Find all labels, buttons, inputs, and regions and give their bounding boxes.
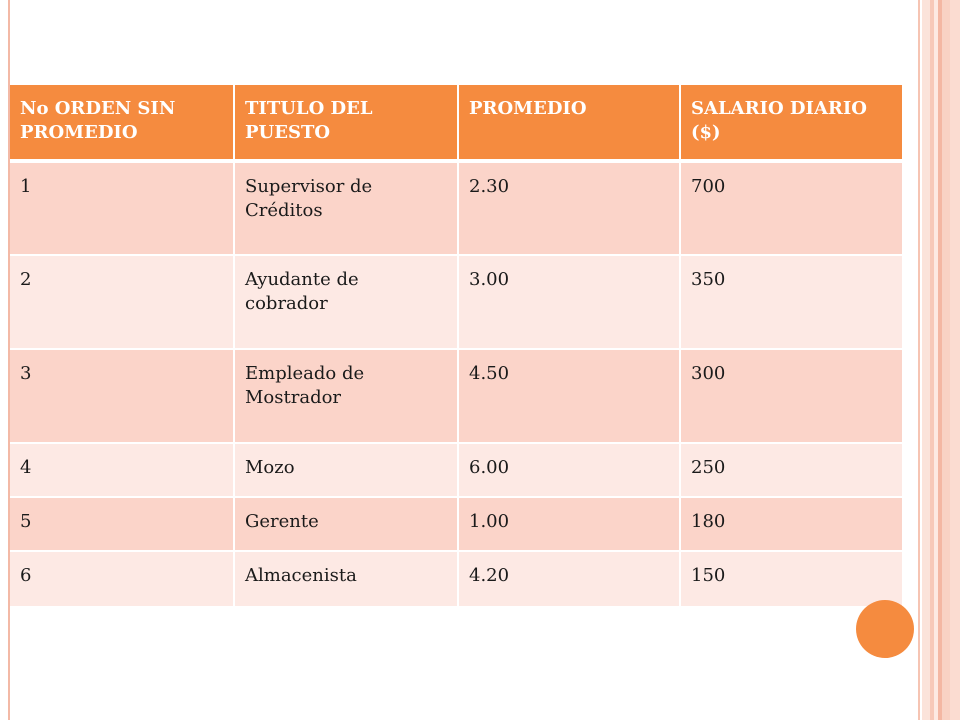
cell-order-number: 5 — [10, 497, 234, 551]
cell-order-number: 6 — [10, 551, 234, 607]
cell-order-number: 2 — [10, 255, 234, 349]
cell-daily-salary: 250 — [691, 457, 726, 478]
decorative-stripe — [922, 0, 930, 720]
decorative-stripe — [950, 0, 960, 720]
cell-order-number: 1 — [10, 161, 234, 255]
decorative-stripe — [942, 0, 950, 720]
header-job-title: TITULO DEL PUESTO — [234, 85, 458, 161]
cell-average: 4.50 — [458, 349, 680, 443]
salary-table — [10, 85, 902, 608]
table-body — [10, 161, 902, 607]
cell-average: 6.00 — [458, 443, 680, 497]
table-row — [10, 497, 902, 551]
decorative-stripe — [918, 0, 920, 720]
table-row — [10, 349, 902, 443]
cell-daily-salary: 350 — [691, 269, 726, 290]
table-header — [10, 85, 902, 161]
cell-order-number: 4 — [10, 443, 234, 497]
cell-daily-salary: 180 — [691, 511, 726, 532]
cell-daily-salary: 700 — [691, 176, 726, 197]
cell-job-title: Almacenista — [234, 551, 458, 607]
table-row — [10, 161, 902, 255]
cell-job-title: Gerente — [234, 497, 458, 551]
cell-job-title: Ayudante de cobrador — [234, 255, 458, 349]
cell-job-title: Mozo — [234, 443, 458, 497]
cell-average: 2.30 — [458, 161, 680, 255]
header-row — [10, 85, 902, 161]
header-order-number: No ORDEN SIN PROMEDIO — [10, 85, 234, 161]
table-row — [10, 551, 902, 607]
table-row — [10, 255, 902, 349]
cell-job-title: Empleado de Mostrador — [234, 349, 458, 443]
cell-average: 1.00 — [458, 497, 680, 551]
header-daily-salary: SALARIO DIARIO ($) — [680, 85, 902, 161]
cell-order-number: 3 — [10, 349, 234, 443]
cell-job-title: Supervisor de Créditos — [234, 161, 458, 255]
cell-average: 3.00 — [458, 255, 680, 349]
header-average: PROMEDIO — [458, 85, 680, 161]
cell-daily-salary: 150 — [691, 565, 726, 586]
table-row — [10, 443, 902, 497]
cell-daily-salary: 300 — [691, 363, 726, 384]
decorative-orange-circle — [856, 600, 914, 658]
cell-average: 4.20 — [458, 551, 680, 607]
